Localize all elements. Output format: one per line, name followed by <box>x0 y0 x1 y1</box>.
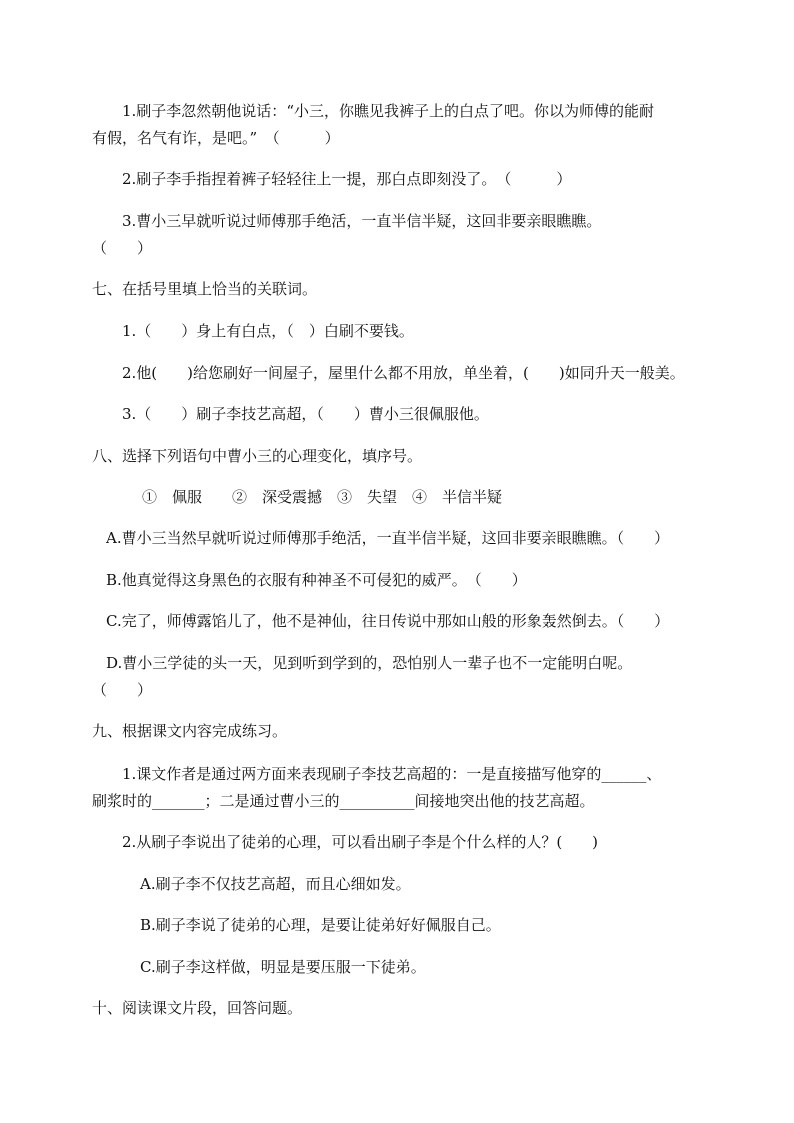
s8-c: C.完了，师傅露馅儿了，他不是神仙，往日传说中那如山般的形象轰然倒去。（ ） <box>106 612 670 630</box>
s8-b: B.他真觉得这身黑色的衣服有种神圣不可侵犯的威严。 （ ） <box>106 571 527 589</box>
s9-q2: 2.从刷子李说出了徒弟的心理，可以看出刷子李是个什么样的人？( ) <box>122 833 599 851</box>
s9-q1-line2: 刷浆时的_______；二是通过曹小三的__________间接地突出他的技艺高超。 <box>92 792 595 810</box>
section10-title: 十、阅读课文片段，回答问题。 <box>92 999 303 1017</box>
s8-a: A.曹小三当然早就听说过师傅那手绝活，一直半信半疑，这回非要亲眼瞧瞧。（ ） <box>106 529 670 547</box>
s9-option-a: A.刷子李不仅技艺高超，而且心细如发。 <box>140 875 411 893</box>
s7-q2: 2.他( )给您刷好一间屋子，屋里什么都不用放，单坐着，( )如同升天一般美。 <box>122 364 685 382</box>
s6-q1-line1: 1.刷子李忽然朝他说话：“小三，你瞧见我裤子上的白点了吧。你以为师傅的能耐 <box>122 102 654 120</box>
section9-title: 九、根据课文内容完成练习。 <box>92 722 288 740</box>
s6-q2: 2.刷子李手指捏着裤子轻轻往上一提，那白点即刻没了。 （ ） <box>122 170 572 188</box>
s8-d-line2: （ ） <box>92 681 153 699</box>
s9-option-c: C.刷子李这样做，明显是要压服一下徒弟。 <box>140 958 426 976</box>
s6-q3-line2: （ ） <box>92 239 153 257</box>
s9-q1-line1: 1.课文作者是通过两方面来表现刷子李技艺高超的：一是直接描写他穿的______、 <box>122 765 662 783</box>
s8-d-line1: D.曹小三学徒的头一天，见到听到学到的，恐怕别人一辈子也不一定能明白呢。 <box>106 654 633 672</box>
s7-q1: 1.（ ）身上有白点，（ ）白刷不要钱。 <box>122 322 414 340</box>
section7-title: 七、在括号里填上恰当的关联词。 <box>92 280 318 298</box>
s6-q1-line2: 有假，名气有诈，是吧。” （ ） <box>92 129 340 147</box>
s7-q3: 3.（ ）刷子李技艺高超，（ ）曹小三很佩服他。 <box>122 405 489 423</box>
s9-option-b: B.刷子李说了徒弟的心理，是要让徒弟好好佩服自己。 <box>140 916 501 934</box>
s6-q3-line1: 3.曹小三早就听说过师傅那手绝活，一直半信半疑，这回非要亲眼瞧瞧。 <box>122 212 602 230</box>
s8-options: ① 佩服 ② 深受震撼 ③ 失望 ④ 半信半疑 <box>142 488 503 506</box>
section8-title: 八、选择下列语句中曹小三的心理变化，填序号。 <box>92 447 423 465</box>
